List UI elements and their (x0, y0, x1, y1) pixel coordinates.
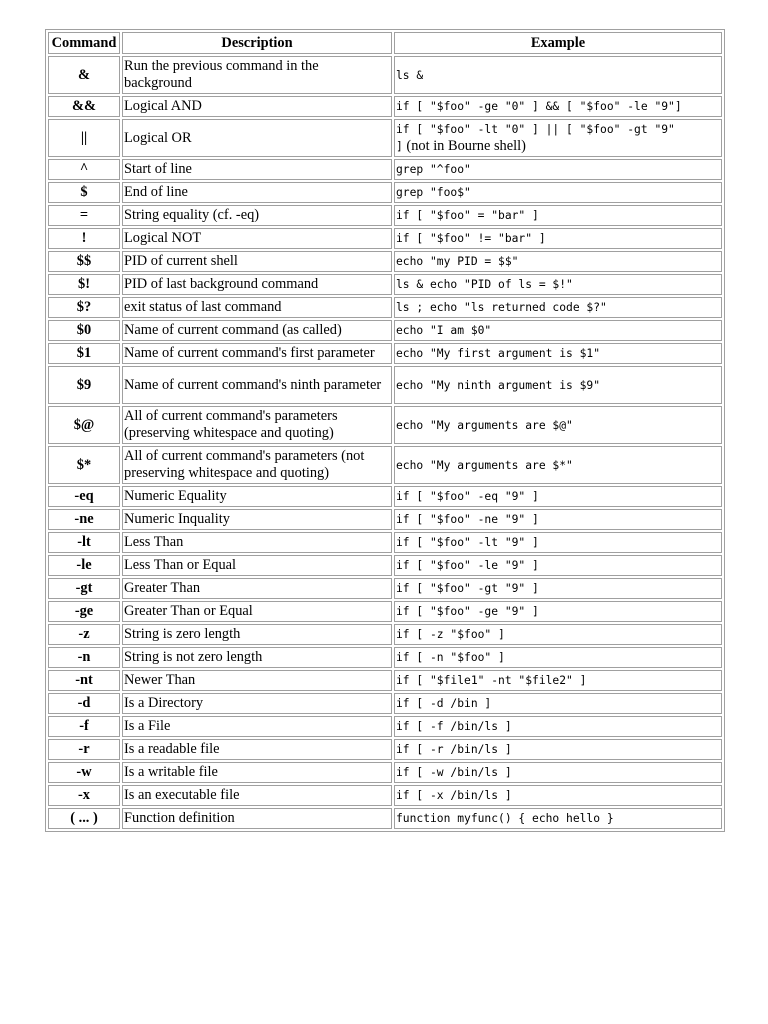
example-code: if [ "$foo" != "bar" ] (396, 232, 546, 245)
description-cell: Name of current command (as called) (122, 320, 392, 341)
example-cell (394, 56, 722, 94)
description-cell: Numeric Inquality (122, 509, 392, 530)
example-cell (394, 808, 722, 829)
description-cell: Name of current command's ninth parameter (122, 366, 392, 404)
table-row (48, 406, 722, 444)
description-cell: Is a Directory (122, 693, 392, 714)
table-row (48, 446, 722, 484)
example-cell (394, 159, 722, 180)
example-cell (394, 670, 722, 691)
command-cell: -x (48, 785, 120, 806)
description-cell: Greater Than or Equal (122, 601, 392, 622)
example-code: if [ "$foo" -eq "9" ] (396, 490, 539, 503)
description-cell: Greater Than (122, 578, 392, 599)
command-cell: -le (48, 555, 120, 576)
example-code: if [ -d /bin ] (396, 697, 492, 710)
description-cell: All of current command's parameters (not preserving whitespace and quoting) (122, 446, 392, 484)
example-code: if [ "$foo" -le "9" ] (396, 559, 539, 572)
example-code: echo "I am $0" (396, 324, 492, 337)
example-cell (394, 406, 722, 444)
description-cell: exit status of last command (122, 297, 392, 318)
command-cell: $* (48, 446, 120, 484)
table-row (48, 670, 722, 691)
example-code: echo "My arguments are $*" (396, 458, 573, 472)
description-cell: String is not zero length (122, 647, 392, 668)
description-cell: Numeric Equality (122, 486, 392, 507)
description-cell: Run the previous command in the background (122, 56, 392, 94)
description-cell: Less Than (122, 532, 392, 553)
table-row (48, 343, 722, 364)
example-code: if [ -n "$foo" ] (396, 651, 505, 664)
description-cell: Logical NOT (122, 228, 392, 249)
table-row (48, 716, 722, 737)
example-code: echo "my PID = $$" (396, 255, 519, 268)
example-code: echo "My arguments are $@" (396, 418, 573, 432)
example-code: if [ "$foo" -ge "0" ] && [ "$foo" -le "9"] (396, 100, 682, 113)
command-cell: -r (48, 739, 120, 760)
example-cell (394, 297, 722, 318)
header-command: Command (48, 32, 120, 54)
example-code: if [ -r /bin/ls ] (396, 743, 512, 756)
description-cell: Is a readable file (122, 739, 392, 760)
command-cell: -n (48, 647, 120, 668)
command-cell: $? (48, 297, 120, 318)
description-cell: Name of current command's first parameter (122, 343, 392, 364)
example-code: if [ -w /bin/ls ] (396, 766, 512, 779)
example-code: echo "My first argument is $1" (396, 347, 601, 360)
description-cell: PID of current shell (122, 251, 392, 272)
description-cell: Function definition (122, 808, 392, 829)
table-row (48, 555, 722, 576)
example-code: ls ; echo "ls returned code $?" (396, 301, 607, 314)
table-row (48, 159, 722, 180)
description-cell: Logical AND (122, 96, 392, 117)
table-row (48, 647, 722, 668)
example-cell (394, 509, 722, 530)
command-reference-table (45, 29, 725, 832)
command-cell: ! (48, 228, 120, 249)
example-cell (394, 647, 722, 668)
example-cell (394, 555, 722, 576)
command-cell: $@ (48, 406, 120, 444)
example-cell (394, 739, 722, 760)
example-cell (394, 446, 722, 484)
example-code: grep "foo$" (396, 186, 471, 199)
example-code: if [ "$foo" -ge "9" ] (396, 605, 539, 618)
example-cell (394, 205, 722, 226)
command-cell: $ (48, 182, 120, 203)
example-cell (394, 693, 722, 714)
description-cell: PID of last background command (122, 274, 392, 295)
example-cell (394, 343, 722, 364)
table-header-row (48, 32, 722, 54)
header-example: Example (394, 32, 722, 54)
example-code: if [ -x /bin/ls ] (396, 789, 512, 802)
description-cell: Newer Than (122, 670, 392, 691)
table-row (48, 182, 722, 203)
example-cell (394, 785, 722, 806)
example-cell (394, 601, 722, 622)
example-cell (394, 578, 722, 599)
example-code: if [ "$foo" -gt "9" ] (396, 582, 539, 595)
example-code: if [ -f /bin/ls ] (396, 720, 512, 733)
example-code: echo "My ninth argument is $9" (396, 378, 601, 392)
example-cell (394, 96, 722, 117)
example-cell (394, 228, 722, 249)
command-cell: = (48, 205, 120, 226)
table-row (48, 320, 722, 341)
command-cell: & (48, 56, 120, 94)
command-cell: ^ (48, 159, 120, 180)
description-cell: Start of line (122, 159, 392, 180)
table-row (48, 297, 722, 318)
example-cell (394, 486, 722, 507)
description-cell: Less Than or Equal (122, 555, 392, 576)
table-body (48, 56, 722, 829)
command-cell: -ne (48, 509, 120, 530)
command-cell: -z (48, 624, 120, 645)
command-cell: -gt (48, 578, 120, 599)
example-code: if [ "$foo" = "bar" ] (396, 209, 539, 222)
command-cell: $$ (48, 251, 120, 272)
example-cell (394, 532, 722, 553)
table-row (48, 366, 722, 404)
table-row (48, 578, 722, 599)
command-cell: $9 (48, 366, 120, 404)
table-row (48, 228, 722, 249)
example-cell (394, 182, 722, 203)
table-row (48, 251, 722, 272)
example-code: grep "^foo" (396, 163, 471, 176)
example-note: (not in Bourne shell) (402, 138, 526, 154)
command-cell: -ge (48, 601, 120, 622)
command-cell: $0 (48, 320, 120, 341)
command-cell: -nt (48, 670, 120, 691)
description-cell: Is a File (122, 716, 392, 737)
example-code: ls & (396, 68, 424, 82)
example-cell (394, 762, 722, 783)
description-cell: String is zero length (122, 624, 392, 645)
example-code: function myfunc() { echo hello } (396, 812, 614, 825)
description-cell: End of line (122, 182, 392, 203)
example-cell (394, 251, 722, 272)
example-code: if [ "$foo" -ne "9" ] (396, 513, 539, 526)
description-cell: Is an executable file (122, 785, 392, 806)
description-cell: All of current command's parameters (preserving whitespace and quoting) (122, 406, 392, 444)
table-row (48, 785, 722, 806)
example-code: if [ "$file1" -nt "$file2" ] (396, 674, 587, 687)
description-cell: Is a writable file (122, 762, 392, 783)
table-row (48, 274, 722, 295)
description-cell: Logical OR (122, 119, 392, 157)
command-cell: -w (48, 762, 120, 783)
command-cell: && (48, 96, 120, 117)
example-code: ls & echo "PID of ls = $!" (396, 278, 573, 291)
table-row (48, 601, 722, 622)
table-row (48, 693, 722, 714)
command-cell: -d (48, 693, 120, 714)
table-row (48, 739, 722, 760)
table-row (48, 96, 722, 117)
example-cell (394, 320, 722, 341)
example-code: if [ -z "$foo" ] (396, 628, 505, 641)
example-cell (394, 716, 722, 737)
table-row (48, 624, 722, 645)
command-cell: -eq (48, 486, 120, 507)
example-code: if [ "$foo" -lt "9" ] (396, 536, 539, 549)
command-cell: -lt (48, 532, 120, 553)
example-cell (394, 366, 722, 404)
example-cell (394, 119, 722, 157)
table-row (48, 532, 722, 553)
example-code: if [ "$foo" -lt "0" ] || [ "$foo" -gt "9" ] (396, 123, 675, 153)
table-row (48, 205, 722, 226)
table-row (48, 762, 722, 783)
table-row (48, 509, 722, 530)
table-row (48, 119, 722, 157)
command-cell: ( ... ) (48, 808, 120, 829)
example-cell (394, 274, 722, 295)
example-cell (394, 624, 722, 645)
command-cell: || (48, 119, 120, 157)
command-cell: -f (48, 716, 120, 737)
table-row (48, 808, 722, 829)
command-cell: $! (48, 274, 120, 295)
table-row (48, 486, 722, 507)
description-cell: String equality (cf. -eq) (122, 205, 392, 226)
header-description: Description (122, 32, 392, 54)
table-row (48, 56, 722, 94)
command-cell: $1 (48, 343, 120, 364)
